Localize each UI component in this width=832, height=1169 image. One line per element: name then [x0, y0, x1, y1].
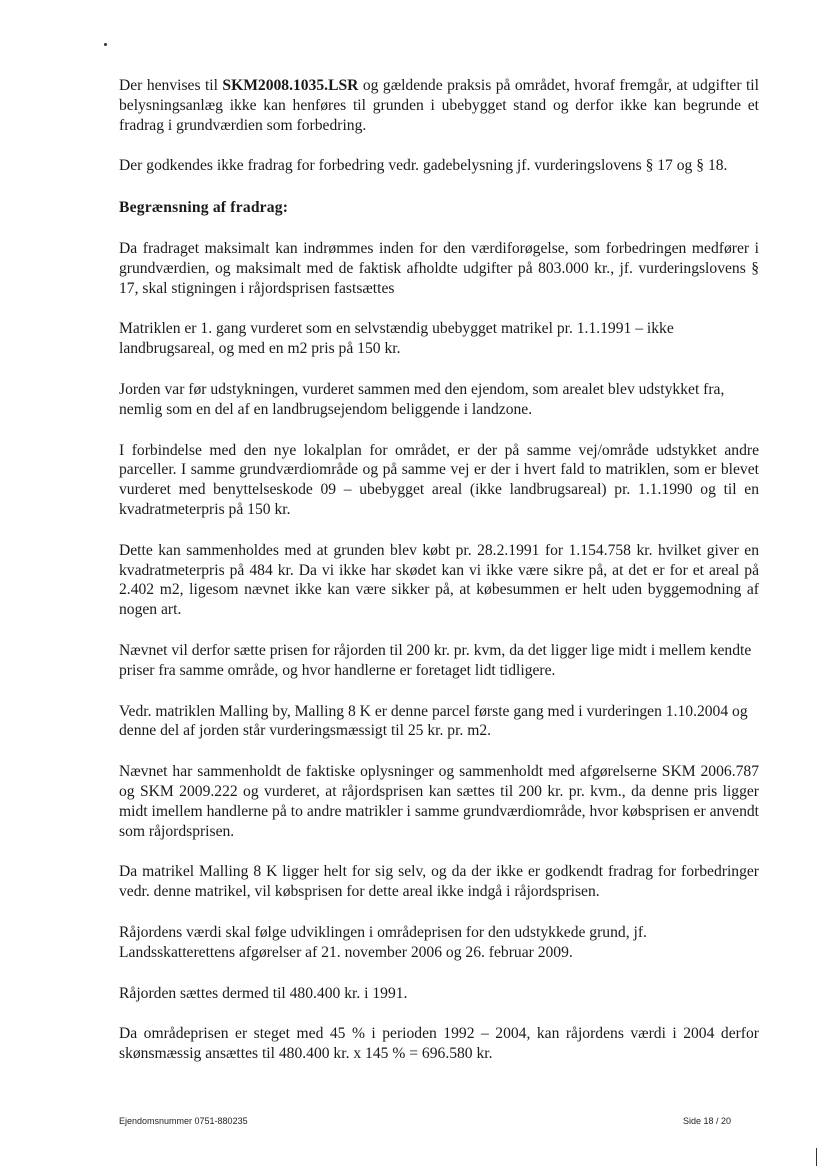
body-paragraph: Dette kan sammenholdes med at grunden blev købt pr. 28.2.1991 for 1.154.758 kr. hvilket giver en kvadratmeterpris på 484 kr. Da vi ikke har skødet kan vi ikke være sikre på, at det er for et areal på 2.402 m2, ligesom nævnet ikke kan være sikker på, at købesummen er helt uden byggemodning af nogen art. — [119, 541, 759, 619]
body-paragraph: Nævnet vil derfor sætte prisen for råjorden til 200 kr. pr. kvm, da det ligger lige midt i mellem kendte priser fra samme område, og hvor handlerne er foretaget lidt tidligere. — [119, 641, 752, 679]
scan-dot — [104, 43, 107, 46]
body-paragraph: Råjorden sættes dermed til 480.400 kr. i 1991. — [119, 984, 408, 1002]
skm-reference: SKM2008.1035.LSR — [222, 77, 359, 94]
paragraph-rest: og gældende praksis på området, hvoraf fremgår, at udgifter til belysningsanlæg ikke kan henføres til grunden i ubebygget stand og derfor ikke kan begrunde et fradrag i grundværdien som forbedring. — [119, 77, 759, 134]
body-paragraph: Da fradraget maksimalt kan indrømmes inden for den værdiforøgelse, som forbedringen medfører i grundværdien, og maksimalt med de faktisk afholdte udgifter på 803.000 kr., jf. vurderingslovens § 17, skal stigningen i råjordsprisen fastsættes — [119, 239, 759, 297]
section-heading: Begrænsning af fradrag: — [119, 199, 289, 217]
paragraph-skm-reference — [119, 76, 759, 135]
body-paragraph: Da områdeprisen er steget med 45 % i perioden 1992 – 2004, kan råjordens værdi i 2004 derfor skønsmæssig ansættes til 480.400 kr. x 145 % = 696.580 kr. — [119, 1025, 759, 1063]
body-paragraph: Nævnet har sammenholdt de faktiske oplysninger og sammenholdt med afgørelserne SKM 2006.787 og SKM 2009.222 og vurderet, at råjordsprisen kan sættes til 200 kr. pr. kvm., da denne pris ligger midt imellem handlerne på to andre matrikler i samme grundværdiområde, hvor købsprisen er anvendt som råjordsprisen. — [119, 763, 759, 840]
body-paragraph: Råjordens værdi skal følge udviklingen i områdeprisen for den udstykkede grund, jf. Landsskatterettens afgørelser af 21. november 2006 og 26. februar 2009. — [119, 923, 647, 961]
body-paragraph: Matriklen er 1. gang vurderet som en selvstændig ubebygget matrikel pr. 1.1.1991 – ikke landbrugsareal, og med en m2 pris på 150 kr. — [119, 320, 674, 358]
document-body — [119, 76, 759, 1064]
page-number: Side 18 / 20 — [683, 1116, 732, 1126]
body-paragraph: Da matrikel Malling 8 K ligger helt for sig selv, og da der ikke er godkendt fradrag for forbedringer vedr. denne matrikel, vil købsprisen for dette areal ikke indgå i råjordsprisen. — [119, 863, 759, 901]
scan-edge-mark — [816, 1148, 817, 1166]
body-paragraph: Jorden var før udstykningen, vurderet sammen med den ejendom, som arealet blev udstykket fra, nemlig som en del af en landbrugsejendom beliggende i landzone. — [119, 380, 725, 418]
paragraph-no-deduction: Der godkendes ikke fradrag for forbedring vedr. gadebelysning jf. vurderingslovens § 17 og § 18. — [119, 157, 728, 175]
body-paragraph: I forbindelse med den nye lokalplan for området, er der på samme vej/område udstykket andre parceller. I samme grundværdiområde og på samme vej er der i hvert fald to matriklen, som er blevet vurderet med benyttelseskode 09 – ubebygget areal (ikke landbrugsareal) pr. 1.1.1990 og til en kvadratmeterpris på 150 kr. — [119, 441, 759, 518]
body-paragraph: Vedr. matriklen Malling by, Malling 8 K er denne parcel første gang med i vurderingen 1.10.2004 og denne del af jorden står vurderingsmæssigt til 25 kr. pr. m2. — [119, 702, 748, 740]
paragraph-lead: Der henvises til — [119, 77, 223, 94]
property-number: Ejendomsnummer 0751-880235 — [119, 1116, 248, 1126]
